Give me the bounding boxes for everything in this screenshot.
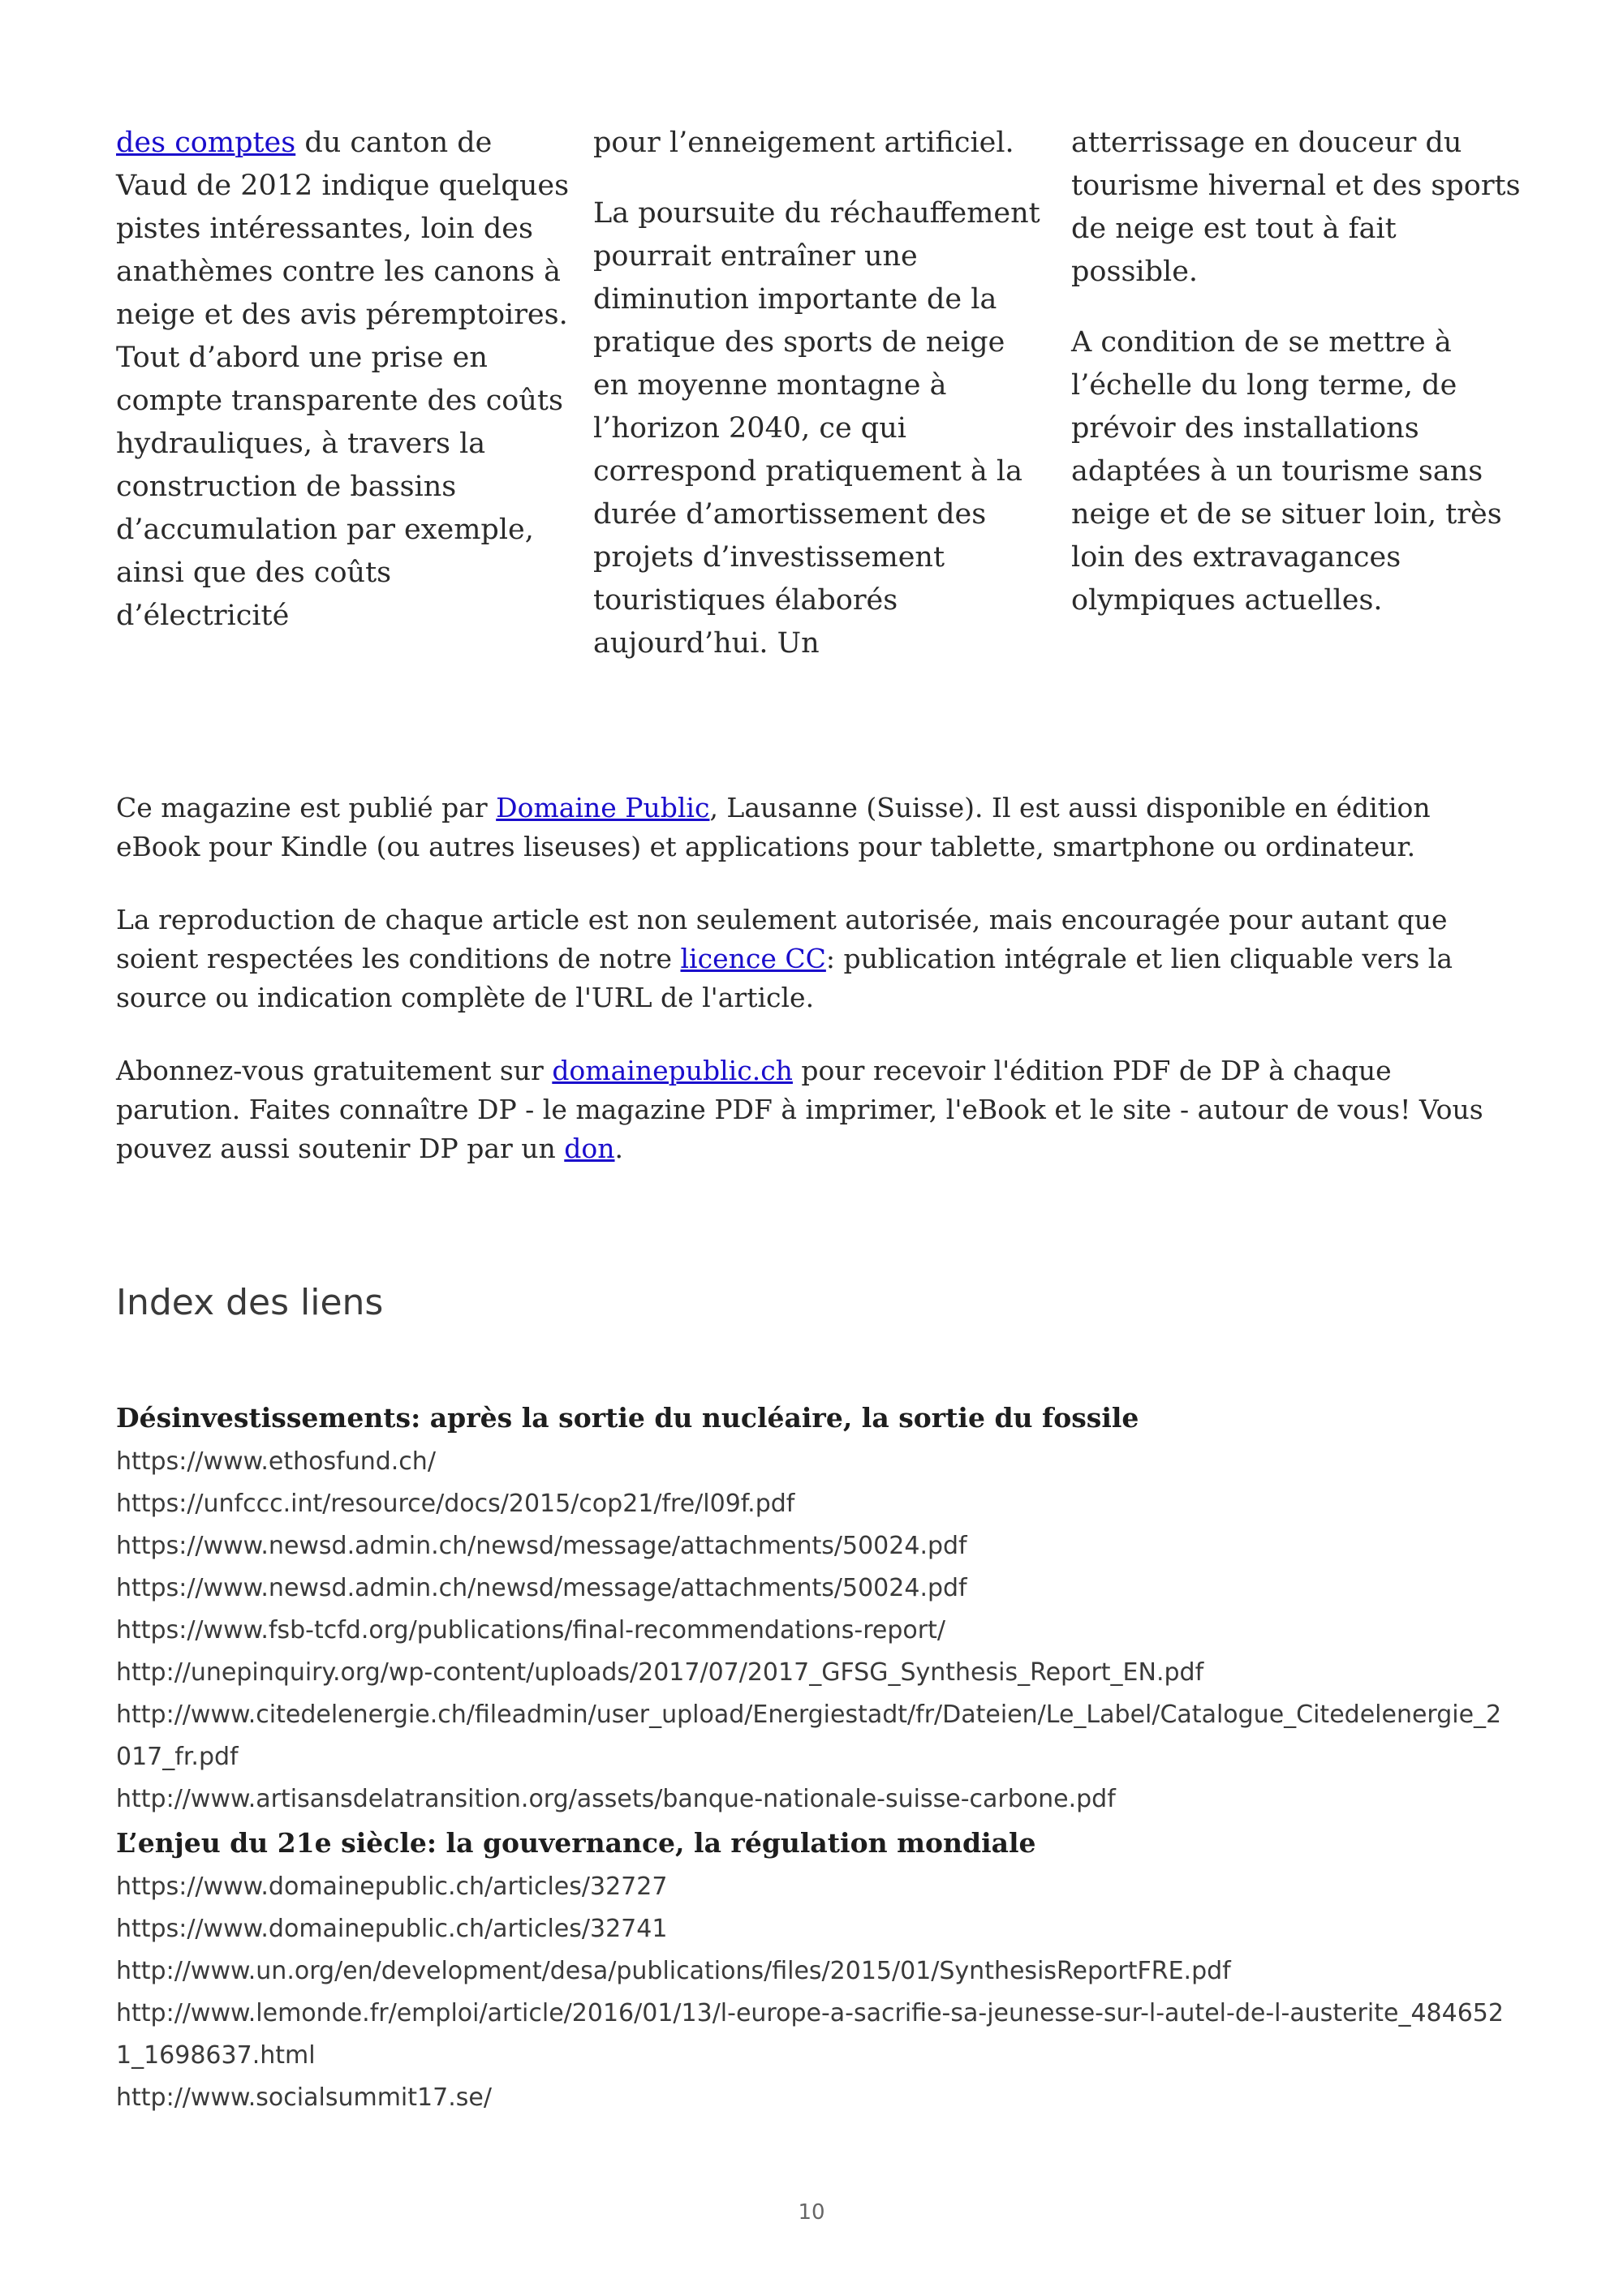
article-column-1 bbox=[116, 122, 570, 665]
url-link[interactable]: https://www.ethosfund.ch/ bbox=[116, 1447, 436, 1476]
des-comptes-link[interactable]: des comptes bbox=[116, 127, 296, 159]
link-index bbox=[116, 1395, 1512, 2119]
article-paragraph: atterrissage en douceur du tourisme hivernal et des sports de neige est tout à fait possible. bbox=[1071, 127, 1521, 288]
url-link[interactable]: http://www.citedelenergie.ch/fileadmin/user_upload/Energiestadt/fr/Dateien/Le_Label/Catalogue_Citedelenergie_2017_fr.pdf bbox=[116, 1701, 1502, 1771]
text: : publication intégrale et lien cliquable vers la source ou indication complète de l'URL de l'article. bbox=[116, 943, 1453, 1013]
link-group bbox=[116, 1821, 1512, 2119]
url-link[interactable]: https://www.domainepublic.ch/articles/32741 bbox=[116, 1915, 668, 1943]
url-link[interactable]: http://www.artisansdelatransition.org/assets/banque-nationale-suisse-carbone.pdf bbox=[116, 1785, 1116, 1813]
url-link[interactable]: http://www.un.org/en/development/desa/publications/files/2015/01/SynthesisReportFRE.pdf bbox=[116, 1957, 1231, 1985]
text: . bbox=[614, 1133, 624, 1164]
text: Ce magazine est publié par bbox=[116, 792, 497, 823]
text: , Lausanne (Suisse). Il est aussi disponible en édition eBook pour Kindle (ou autres liseuses) et applications pour tablette, smartphone ou ordinateur. bbox=[116, 792, 1431, 862]
page-number: 10 bbox=[798, 2200, 825, 2225]
url-link[interactable]: https://www.fsb-tcfd.org/publications/final-recommendations-report/ bbox=[116, 1616, 945, 1645]
domainepublic-ch-link[interactable]: domainepublic.ch bbox=[552, 1055, 793, 1086]
article-column-3 bbox=[1071, 122, 1526, 650]
text: La reproduction de chaque article est non seulement autorisée, mais encouragée pour autant que soient respectées les conditions de notre bbox=[116, 904, 1448, 974]
url-link[interactable]: http://www.socialsummit17.se/ bbox=[116, 2083, 492, 2112]
colophon bbox=[116, 789, 1512, 1202]
link-group-title: L’enjeu du 21e siècle: la gouvernance, la régulation mondiale bbox=[116, 1827, 1036, 1859]
url-link[interactable]: http://unepinquiry.org/wp-content/uploads/2017/07/2017_GFSG_Synthesis_Report_EN.pdf bbox=[116, 1658, 1204, 1687]
url-link[interactable]: https://www.domainepublic.ch/articles/32727 bbox=[116, 1872, 668, 1901]
don-link[interactable]: don bbox=[564, 1133, 615, 1164]
domaine-public-link[interactable]: Domaine Public bbox=[496, 792, 710, 823]
url-link[interactable]: https://www.newsd.admin.ch/newsd/message/attachments/50024.pdf bbox=[116, 1574, 967, 1602]
article-paragraph: La poursuite du réchauffement pourrait entraîner une diminution importante de la pratique des sports de neige en moyenne montagne à l’horizon 2040, ce qui correspond pratiquement à la durée d’amortissement des projets d’investissement touristiques élaborés aujourd’hui. Un bbox=[593, 197, 1040, 660]
paragraph-text: du canton de Vaud de 2012 indique quelques pistes intéressantes, loin des anathèmes contre les canons à neige et des avis péremptoires. Tout d’abord une prise en compte transparente des coûts hydrauliques, à travers la construction de bassins d’accumulation par exemple, ainsi que des coûts d’électricité bbox=[116, 127, 570, 632]
article-paragraph bbox=[116, 122, 570, 638]
link-group-title: Désinvestissements: après la sortie du nucléaire, la sortie du fossile bbox=[116, 1402, 1139, 1434]
colophon-paragraph-subscribe bbox=[116, 1051, 1512, 1168]
colophon-paragraph-publisher bbox=[116, 789, 1512, 866]
article-paragraph: pour l’enneigement artificiel. bbox=[593, 127, 1014, 159]
url-link[interactable]: https://unfccc.int/resource/docs/2015/cop21/fre/l09f.pdf bbox=[116, 1490, 795, 1518]
colophon-paragraph-license bbox=[116, 901, 1512, 1017]
url-link[interactable]: http://www.lemonde.fr/emploi/article/2016/01/13/l-europe-a-sacrifie-sa-jeunesse-sur-l-autel-de-l-austerite_4846521_1698637.html bbox=[116, 1999, 1504, 2070]
index-title: Index des liens bbox=[116, 1282, 384, 1323]
text: Abonnez-vous gratuitement sur bbox=[116, 1055, 553, 1086]
url-link[interactable]: https://www.newsd.admin.ch/newsd/message/attachments/50024.pdf bbox=[116, 1532, 967, 1560]
link-group bbox=[116, 1395, 1512, 1821]
licence-cc-link[interactable]: licence CC bbox=[680, 943, 826, 974]
article-paragraph: A condition de se mettre à l’échelle du long terme, de prévoir des installations adaptées à un tourisme sans neige et de se situer loin, très loin des extravagances olympiques actuelles. bbox=[1071, 326, 1502, 617]
text: pour recevoir l'édition PDF de DP à chaque parution. Faites connaître DP - le magazine PDF à imprimer, l'eBook et le site - autour de vous! Vous pouvez aussi soutenir DP par un bbox=[116, 1055, 1483, 1164]
article-column-2 bbox=[593, 122, 1048, 693]
